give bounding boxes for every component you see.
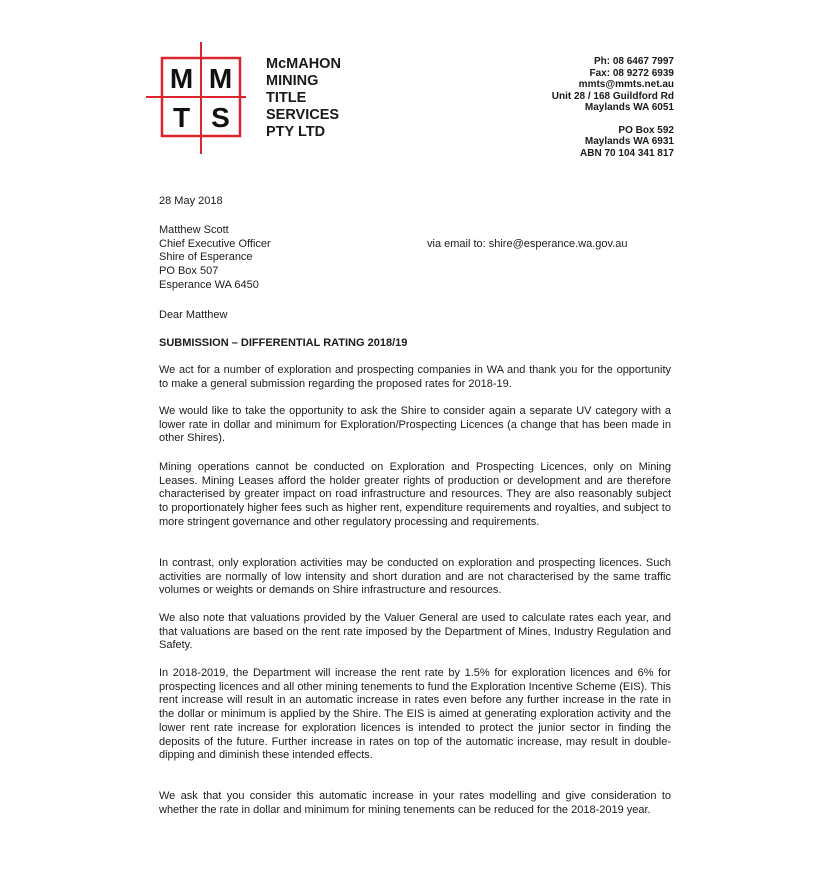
body-paragraph: Mining operations cannot be conducted on Exploration and Prospecting Licences, only on Mining Leases. Mining Leases afford the holder greater rights of production or development and are therefore characterised by greater impact on road infrastructure and resources. They are also reasonably subject to proportionately higher fees such as higher rent, expenditure requirements and royalties, and subject to more stringent governance and other regulatory processing and requirements.: [159, 461, 671, 528]
via-email-line: via email to: shire@esperance.wa.gov.au: [427, 238, 628, 250]
recipient-title: Chief Executive Officer: [159, 237, 271, 250]
body-paragraph: We ask that you consider this automatic increase in your rates modelling and give consideration to whether the rate in dollar and minimum for mining tenements can be reduced for the 2018-2019 year.: [159, 790, 671, 816]
contact-abn: ABN 70 104 341 817: [580, 147, 674, 159]
company-name-line: MINING: [266, 73, 319, 89]
logo-graphic: [146, 42, 246, 154]
body-paragraph: We act for a number of exploration and prospecting companies in WA and thank you for the opportunity to make a general submission regarding the proposed rates for 2018-19.: [159, 364, 671, 390]
contact-po-suburb: Maylands WA 6931: [584, 136, 674, 147]
salutation: Dear Matthew: [159, 309, 228, 321]
contact-suburb: Maylands WA 6051: [584, 102, 674, 113]
contact-street: Unit 28 / 168 Guildford Rd: [551, 90, 674, 102]
recipient-po-box: PO Box 507: [159, 265, 219, 278]
recipient-organisation: Shire of Esperance: [159, 251, 253, 264]
recipient-name: Matthew Scott: [159, 224, 229, 236]
logo-letter-3: T: [172, 102, 191, 133]
mmts-logo: [146, 42, 246, 154]
contact-fax: Fax: 08 9272 6939: [589, 67, 674, 79]
contact-po-box: PO Box 592: [618, 124, 674, 136]
recipient-town: Esperance WA 6450: [159, 278, 259, 291]
company-name-line: McMAHON: [266, 56, 341, 72]
company-name-line: PTY LTD: [266, 124, 326, 140]
logo-letter-4: S: [211, 102, 230, 133]
company-name-line: TITLE: [266, 90, 307, 106]
body-paragraph: In contrast, only exploration activities may be conducted on exploration and prospecting licences. Such activities are normally of low intensity and short duration and are not characterised by the same traffic volumes or weights or demands on Shire infrastructure and resources.: [159, 557, 671, 597]
contact-phone: Ph: 08 6467 7997: [593, 56, 674, 67]
subject-line: SUBMISSION – DIFFERENTIAL RATING 2018/19: [159, 337, 408, 349]
contact-spacer: [552, 114, 674, 125]
body-paragraph: We also note that valuations provided by the Valuer General are used to calculate rates each year, and that valuations are based on the rent rate imposed by the Department of Mines, Industry Regulation and Safety.: [159, 612, 671, 652]
logo-letter-2: M: [208, 63, 233, 94]
body-paragraph: In 2018-2019, the Department will increase the rent rate by 1.5% for exploration licences and 6% for prospecting licences and all other mining tenements to fund the Exploration Incentive Scheme (EIS). This rent increase will result in an automatic increase in rates even before any further increase in the rate in the dollar or minimum is applied by the Shire. The EIS is aimed at generating exploration activity and the lower rent rate increase for exploration licences is intended to protect the junior sector in finding the deposits of the future. Further increase in rates on top of the automatic increase, may result in double-dipping and diminish these intended effects.: [159, 667, 671, 762]
recipient-address: [159, 224, 671, 293]
letter-date: 28 May 2018: [159, 195, 223, 207]
contact-email: mmts@mmts.net.au: [578, 79, 674, 90]
company-name-line: SERVICES: [266, 107, 340, 123]
company-name: [266, 56, 341, 141]
logo-letter-1: M: [169, 63, 194, 94]
body-paragraph: We would like to take the opportunity to ask the Shire to consider again a separate UV category with a lower rate in dollar and minimum for Exploration/Prospecting Licences (a change that has been made in other Shires).: [159, 405, 671, 445]
contact-block: [552, 56, 674, 159]
